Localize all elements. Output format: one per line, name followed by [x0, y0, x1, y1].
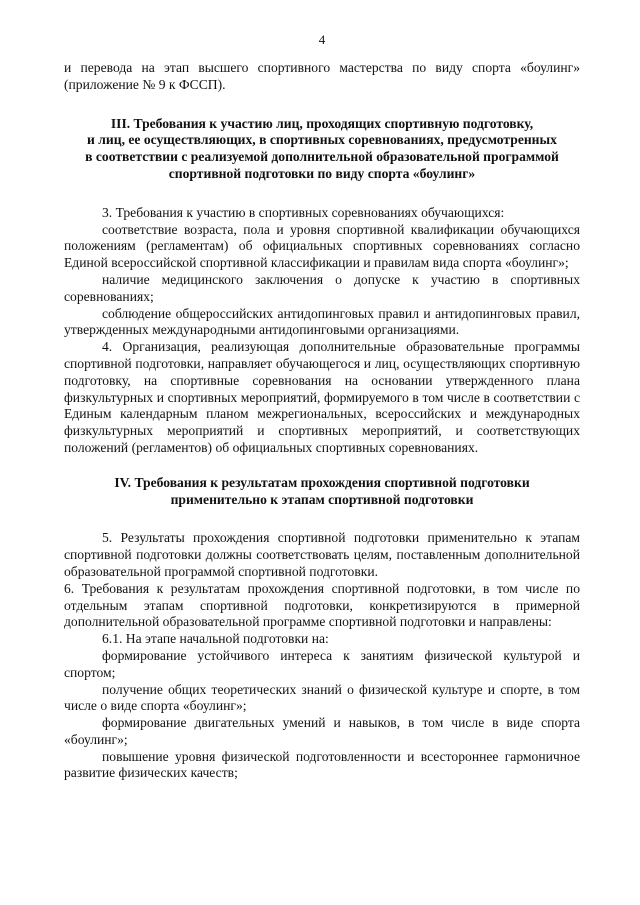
section-3-heading-line: спортивной подготовки по виду спорта «боулинг»: [168, 165, 476, 181]
section-4-heading-line: IV. Требования к результатам прохождения спортивной подготовки: [114, 474, 530, 490]
page-number: 4: [318, 32, 326, 47]
section-3-heading: [64, 116, 580, 183]
section-3-body: [64, 205, 580, 457]
section-4-heading-line: применительно к этапам спортивной подготовки: [170, 491, 474, 507]
section-3-heading-line: и лиц, ее осуществляющих, в спортивных соревнованиях, предусмотренных: [87, 132, 557, 148]
paragraph-4: 4. Организация, реализующая дополнительные образовательные программы спортивной подготовки, направляет обучающегося и лиц, осуществляющих спортивную подготовку, на спортивные соревнования на основании утвержденного плана физкультурных и спортивных мероприятий, формируемого в том числе в соответствии с Единым календарным планом межрегиональных, всероссийских и международных физкультурных мероприятий и спортивных мероприятий, и соответствующих положений (регламентов) об официальных спортивных соревнованиях.: [64, 339, 580, 455]
list-item-interest: формирование устойчивого интереса к занятиям физической культурой и спортом;: [64, 647, 580, 680]
intro-paragraph: и перевода на этап высшего спортивного мастерства по виду спорта «боулинг» (приложение № 9 к ФССП).: [64, 60, 580, 92]
paragraph-6-1: 6.1. На этапе начальной подготовки на:: [102, 631, 329, 647]
paragraph-6: 6. Требования к результатам прохождения спортивной подготовки, в том числе по отдельным этапам спортивной подготовки, конкретизируются в примерной дополнительной образовательной программе спортивной подготовки и направлены:: [64, 580, 580, 630]
section-3-heading-line: в соответствии с реализуемой дополнительной образовательной программой: [85, 149, 559, 165]
section-3-heading-line: III. Требования к участию лиц, проходящих спортивную подготовку,: [110, 115, 534, 131]
list-item-theory: получение общих теоретических знаний о физической культуре и спорте, в том числе о виде спорта «боулинг»;: [64, 681, 580, 714]
list-item-antidoping: соблюдение общероссийских антидопинговых правил и антидопинговых правил, утвержденных международными антидопинговыми организациями.: [64, 305, 580, 338]
list-item-medical-certificate: наличие медицинского заключения о допуске к участию в спортивных соревнованиях;: [64, 271, 580, 304]
list-item-motor-skills: формирование двигательных умений и навыков, в том числе в виде спорта «боулинг»;: [64, 715, 580, 747]
paragraph-3: 3. Требования к участию в спортивных соревнованиях обучающихся:: [102, 204, 505, 220]
list-item-age-sex-qualification: соответствие возраста, пола и уровня спортивной квалификации обучающихся положениям (регламентам) об официальных спортивных соревнованиях согласно Единой всероссийской спортивной классификации и правилам вида спорта «боулинг»;: [64, 221, 580, 271]
section-4-heading: [64, 475, 580, 509]
paragraph-5: 5. Результаты прохождения спортивной подготовки применительно к этапам спортивной подготовки должны соответствовать целям, поставленным дополнительной образовательной программой спортивной подготовки.: [64, 530, 580, 579]
section-4-body: [64, 530, 580, 782]
list-item-physical-fitness: повышение уровня физической подготовленности и всестороннее гармоничное развитие физических качеств;: [64, 748, 580, 781]
